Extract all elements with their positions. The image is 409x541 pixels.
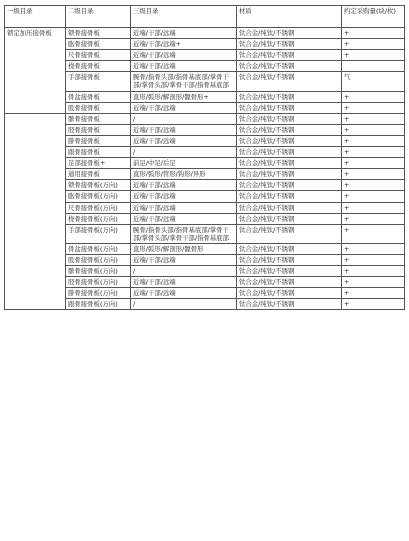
- subcategory-cell: 尺骨接骨板(万向): [66, 202, 131, 213]
- quantity-cell: +: [342, 277, 405, 288]
- header-level2: 二级目录: [66, 6, 131, 28]
- shape-cell: /: [131, 266, 237, 277]
- shape-cell: 近端/干部/远端: [131, 50, 237, 61]
- material-cell: 钛合金/纯钛/不锈钢: [237, 147, 342, 158]
- subcategory-cell: 桡骨接骨板: [66, 61, 131, 72]
- material-cell: 钛合金/纯钛/不锈钢: [237, 72, 342, 91]
- material-cell: 钛合金/纯钛/不锈钢: [237, 243, 342, 254]
- quantity-cell: +: [342, 147, 405, 158]
- material-cell: 钛合金/纯钛/不锈钢: [237, 277, 342, 288]
- quantity-cell: +: [342, 288, 405, 299]
- shape-cell: 近端/干部/远端: [131, 277, 237, 288]
- shape-cell: 近端/干部/远端: [131, 213, 237, 224]
- material-cell: 钛合金/纯钛/不锈钢: [237, 91, 342, 102]
- shape-cell: /: [131, 147, 237, 158]
- material-cell: 钛合金/纯钛/不锈钢: [237, 124, 342, 135]
- quantity-cell: +: [342, 169, 405, 180]
- quantity-cell: +: [342, 266, 405, 277]
- quantity-cell: +: [342, 191, 405, 202]
- shape-cell: 直形/弧形/解剖形/髋骨形+: [131, 91, 237, 102]
- header-quantity: 约定采购量(块/枚): [342, 6, 405, 28]
- subcategory-cell: 胫骨接骨板: [66, 124, 131, 135]
- catalog-table: [4, 5, 405, 310]
- shape-cell: 近端/干部/远端: [131, 288, 237, 299]
- quantity-cell: +: [342, 158, 405, 169]
- shape-cell: 近端/干部/远端: [131, 191, 237, 202]
- material-cell: 钛合金/纯钛/不锈钢: [237, 254, 342, 265]
- subcategory-cell: 足部接骨板+: [66, 158, 131, 169]
- quantity-cell: +: [342, 91, 405, 102]
- subcategory-cell: 锁骨接骨板: [66, 28, 131, 39]
- subcategory-cell: 髌骨接骨板: [66, 113, 131, 124]
- material-cell: 钛合金/纯钛/不锈钢: [237, 50, 342, 61]
- shape-cell: 直形/弧形/管形/钩形/异形: [131, 169, 237, 180]
- quantity-cell: +: [342, 28, 405, 39]
- shape-cell: 近端/干部/远端: [131, 202, 237, 213]
- material-cell: 钛合金/纯钛/不锈钢: [237, 266, 342, 277]
- header-row: [5, 6, 405, 28]
- shape-cell: 近端/干部/远端: [131, 61, 237, 72]
- shape-cell: 近端/干部/远端: [131, 135, 237, 146]
- material-cell: 钛合金/纯钛/不锈钢: [237, 180, 342, 191]
- subcategory-cell: 腓骨接骨板: [66, 135, 131, 146]
- subcategory-cell: 骨盆接骨板(万向): [66, 243, 131, 254]
- material-cell: 钛合金/纯钛/不锈钢: [237, 158, 342, 169]
- subcategory-cell: 跟骨接骨板: [66, 147, 131, 158]
- shape-cell: 近端/干部/远端: [131, 254, 237, 265]
- subcategory-cell: 髌骨接骨板(万向): [66, 266, 131, 277]
- header-material: 材质: [237, 6, 342, 28]
- table-row: [5, 113, 405, 124]
- subcategory-cell: 骨盆接骨板: [66, 91, 131, 102]
- quantity-cell: +: [342, 213, 405, 224]
- material-cell: 钛合金/纯钛/不锈钢: [237, 202, 342, 213]
- quantity-cell: +: [342, 102, 405, 113]
- quantity-cell: 气: [342, 72, 405, 91]
- subcategory-cell: 跟骨接骨板(万向): [66, 299, 131, 310]
- quantity-cell: +: [342, 124, 405, 135]
- material-cell: 钛合金/纯钛/不锈钢: [237, 113, 342, 124]
- table-body: [5, 28, 405, 310]
- quantity-cell: [342, 61, 405, 72]
- subcategory-cell: 股骨接骨板: [66, 102, 131, 113]
- material-cell: 钛合金/纯钛/不锈钢: [237, 288, 342, 299]
- quantity-cell: +: [342, 39, 405, 50]
- header-level1: 一级目录: [5, 6, 66, 28]
- quantity-cell: +: [342, 180, 405, 191]
- subcategory-cell: 手部接骨板: [66, 72, 131, 91]
- quantity-cell: +: [342, 243, 405, 254]
- material-cell: 钛合金/纯钛/不锈钢: [237, 28, 342, 39]
- material-cell: 钛合金/纯钛/不锈钢: [237, 213, 342, 224]
- quantity-cell: +: [342, 202, 405, 213]
- shape-cell: 前足/中足/后足: [131, 158, 237, 169]
- shape-cell: 近端/干部/远端+: [131, 39, 237, 50]
- quantity-cell: +: [342, 135, 405, 146]
- subcategory-cell: 腓骨接骨板(万向): [66, 288, 131, 299]
- table-row: [5, 28, 405, 39]
- subcategory-cell: 肱骨接骨板(万向): [66, 191, 131, 202]
- material-cell: 钛合金/纯钛/不锈钢: [237, 224, 342, 243]
- subcategory-cell: 锁骨接骨板(万向): [66, 180, 131, 191]
- category-cell: 锁定加压接骨板: [5, 28, 66, 114]
- shape-cell: 腕骨/指骨头部/指骨基底部/掌骨干部/掌骨头部/掌骨干部/指骨基底部: [131, 72, 237, 91]
- material-cell: 钛合金/纯钛/不锈钢: [237, 61, 342, 72]
- shape-cell: 近端/干部/远端: [131, 28, 237, 39]
- material-cell: 钛合金/纯钛/不锈钢: [237, 135, 342, 146]
- shape-cell: 近端/干部/远端: [131, 102, 237, 113]
- header-level3: 三级目录: [131, 6, 237, 28]
- shape-cell: 近端/干部/远端: [131, 180, 237, 191]
- material-cell: 钛合金/纯钛/不锈钢: [237, 299, 342, 310]
- subcategory-cell: 通用接骨板: [66, 169, 131, 180]
- material-cell: 钛合金/纯钛/不锈钢: [237, 39, 342, 50]
- quantity-cell: +: [342, 113, 405, 124]
- subcategory-cell: 胫骨接骨板(万向): [66, 277, 131, 288]
- subcategory-cell: 股骨接骨板(万向): [66, 254, 131, 265]
- quantity-cell: +: [342, 299, 405, 310]
- subcategory-cell: 手部接骨板(万向): [66, 224, 131, 243]
- shape-cell: 腕骨/指骨头部/指骨基底部/掌骨干部/掌骨头部/掌骨干部/指骨基底部: [131, 224, 237, 243]
- quantity-cell: +: [342, 254, 405, 265]
- subcategory-cell: 桡骨接骨板(万向): [66, 213, 131, 224]
- subcategory-cell: 肱骨接骨板: [66, 39, 131, 50]
- subcategory-cell: 尺骨接骨板: [66, 50, 131, 61]
- category-cell: [5, 113, 66, 310]
- shape-cell: 直形/弧形/解剖形/髋骨形: [131, 243, 237, 254]
- material-cell: 钛合金/纯钛/不锈钢: [237, 169, 342, 180]
- quantity-cell: +: [342, 50, 405, 61]
- material-cell: 钛合金/纯钛/不锈钢: [237, 102, 342, 113]
- shape-cell: 近端/干部/远端: [131, 124, 237, 135]
- material-cell: 钛合金/纯钛/不锈钢: [237, 191, 342, 202]
- shape-cell: /: [131, 113, 237, 124]
- quantity-cell: +: [342, 224, 405, 243]
- shape-cell: /: [131, 299, 237, 310]
